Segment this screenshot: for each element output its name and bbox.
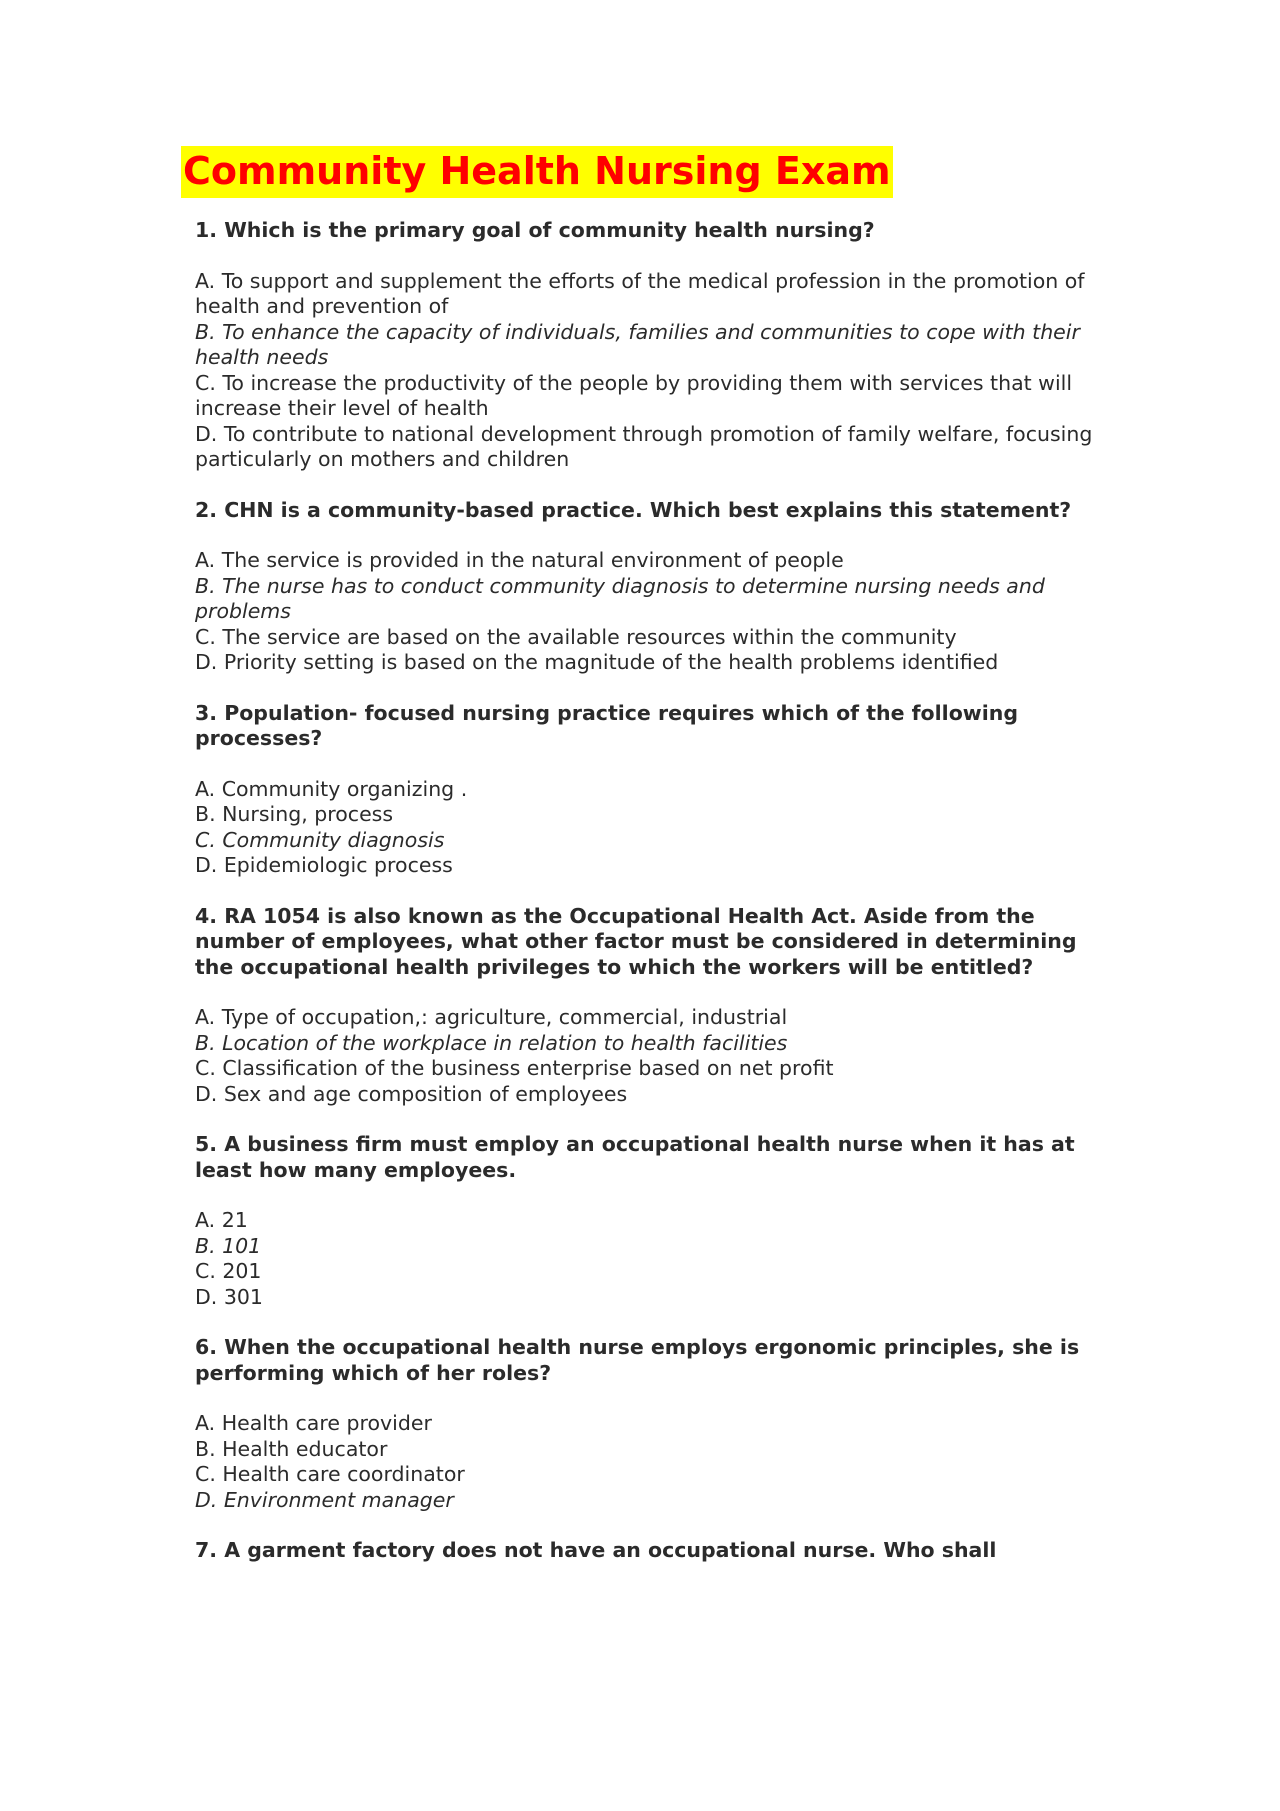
question-block — [195, 904, 1095, 1108]
answer-option: B. The nurse has to conduct community diagnosis to determine nursing needs and problems — [195, 573, 1045, 623]
answer-options — [195, 1411, 1095, 1513]
question-block — [195, 218, 1095, 473]
answer-option: B. Location of the workplace in relation to health facilities — [195, 1030, 788, 1055]
answer-option: D. Environment manager — [195, 1487, 454, 1512]
answer-option: C. To increase the productivity of the people by providing them with services that will increase their level of health — [195, 370, 1073, 420]
question-block — [195, 1132, 1095, 1310]
answer-options — [195, 777, 1095, 879]
question-text: 3. Population- focused nursing practice requires which of the following processes? — [195, 700, 1019, 750]
answer-option: A. The service is provided in the natural environment of people — [195, 548, 844, 572]
answer-option: A. Community organizing . — [195, 776, 468, 801]
answer-option: C. Community diagnosis — [195, 827, 445, 852]
answer-option: D. Epidemiologic process — [195, 853, 453, 877]
answer-option: B. Health educator — [195, 1436, 388, 1461]
question-list — [195, 218, 1095, 1589]
question-text: 6. When the occupational health nurse employs ergonomic principles, she is performing which of her roles? — [195, 1335, 1080, 1385]
answer-option: B. To enhance the capacity of individuals, families and communities to cope with their health needs — [195, 319, 1080, 369]
answer-options — [195, 1005, 1095, 1107]
question-text: 7. A garment factory does not have an occupational nurse. Who shall — [195, 1538, 997, 1562]
question-text: 2. CHN is a community-based practice. Which best explains this statement? — [195, 497, 1072, 522]
answer-option: A. Type of occupation,: agriculture, commercial, industrial — [195, 1005, 788, 1029]
answer-option: A. To support and supplement the efforts of the medical profession in the promotion of health and prevention of — [195, 268, 1085, 318]
question-block — [195, 1538, 1095, 1564]
page-title: Community Health Nursing Exam — [181, 146, 893, 198]
answer-option: C. 201 — [195, 1259, 262, 1283]
question-text: 4. RA 1054 is also known as the Occupational Health Act. Aside from the number of employees, what other factor must be considered in determining the occupational health privileges to which the workers will be entitled? — [195, 903, 1077, 979]
answer-options — [195, 548, 1095, 676]
answer-option: C. Classification of the business enterprise based on net profit — [195, 1056, 834, 1080]
question-block — [195, 701, 1095, 879]
answer-option: D. Sex and age composition of employees — [195, 1081, 628, 1106]
answer-option: D. To contribute to national development through promotion of family welfare, focusing particularly on mothers and children — [195, 421, 1093, 471]
answer-option: D. 301 — [195, 1284, 263, 1309]
question-text: 1. Which is the primary goal of community health nursing? — [195, 218, 875, 242]
answer-option: A. Health care provider — [195, 1411, 432, 1435]
answer-option: C. Health care coordinator — [195, 1462, 465, 1486]
answer-options — [195, 269, 1095, 473]
question-text: 5. A business firm must employ an occupational health nurse when it has at least how many employees. — [195, 1132, 1075, 1182]
answer-option: C. The service are based on the available resources within the community — [195, 624, 957, 649]
answer-options — [195, 1208, 1095, 1310]
answer-option: D. Priority setting is based on the magnitude of the health problems identified — [195, 650, 999, 674]
answer-option: A. 21 — [195, 1208, 248, 1232]
answer-option: B. Nursing, process — [195, 802, 394, 826]
question-block — [195, 498, 1095, 676]
question-block — [195, 1335, 1095, 1513]
answer-option: B. 101 — [195, 1233, 262, 1258]
